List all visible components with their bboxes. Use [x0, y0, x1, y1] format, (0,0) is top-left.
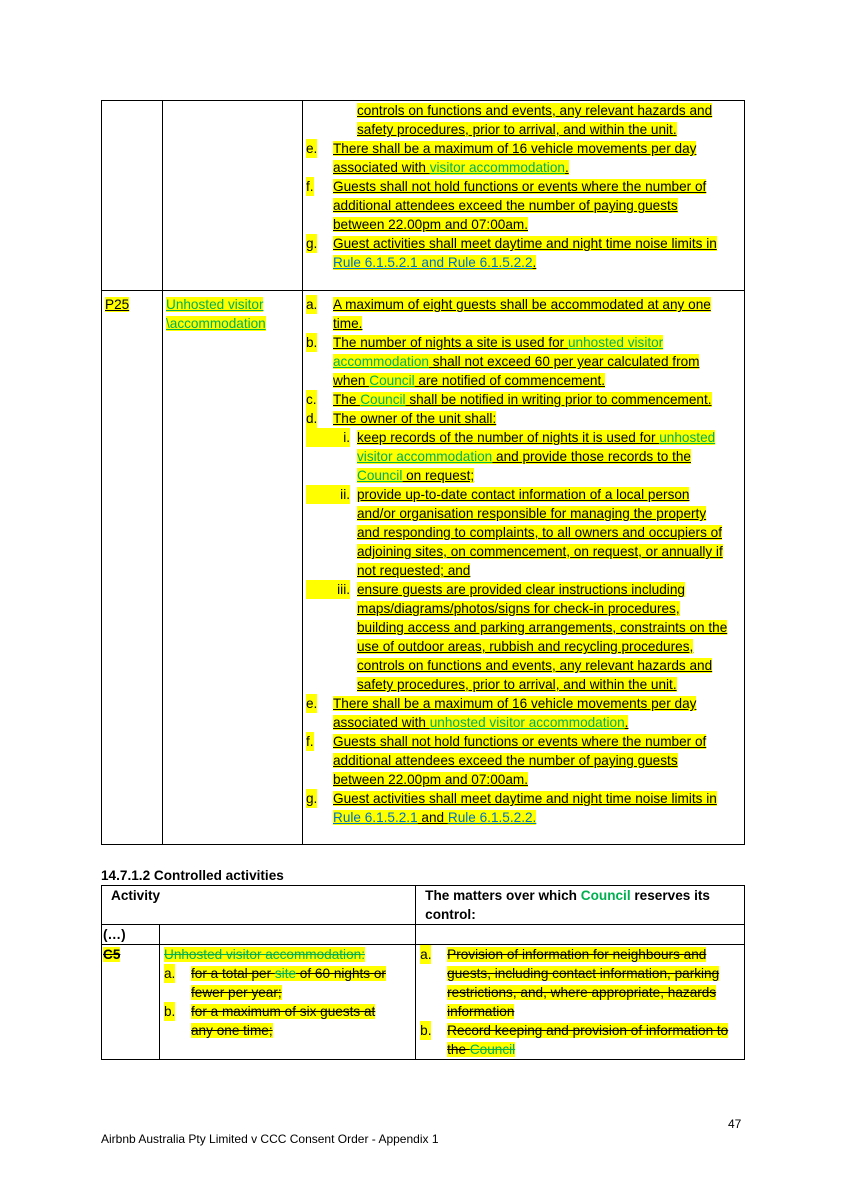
list-item-a: [420, 945, 740, 1021]
defined-term-link[interactable]: Council: [357, 468, 403, 483]
activity-code: C5: [103, 947, 121, 962]
defined-term-link[interactable]: Council: [580, 888, 631, 903]
standards-cell: [303, 291, 745, 845]
table-row-c5: [102, 945, 745, 1060]
text-line: on request;: [402, 468, 475, 483]
text-line: and: [417, 810, 448, 825]
defined-term-link[interactable]: unhosted visitor accommodation: [429, 715, 625, 730]
activity-code: P25: [105, 297, 130, 312]
text-line: shall not exceed 60 per year calculated from: [428, 354, 700, 369]
text-line: associated with: [333, 160, 430, 175]
text-line: information: [447, 1004, 515, 1019]
list-marker: e.: [306, 141, 318, 156]
defined-term-link[interactable]: site: [274, 966, 297, 981]
text-line: additional attendees exceed the number of paying guests: [333, 753, 678, 768]
page-footer: Airbnb Australia Pty Limited v CCC Consent Order - Appendix 1: [101, 1132, 439, 1146]
text-line: maps/diagrams/photos/signs for check-in procedures,: [357, 601, 680, 616]
list-item-d: [306, 409, 741, 428]
text-line: of 60 nights or: [296, 966, 386, 981]
defined-term-link[interactable]: unhosted: [659, 430, 716, 445]
list-marker: b.: [306, 335, 318, 350]
text-line: building access and parking arrangements, constraints on the: [357, 620, 728, 635]
text-line: and responding to complaints, to all owners and occupiers of: [357, 525, 722, 540]
text-line: any one time;: [191, 1023, 273, 1038]
text-line: keep records of the number of nights it is used for: [357, 430, 660, 445]
header-text: Activity: [111, 888, 161, 903]
text-line: additional attendees exceed the number of paying guests: [333, 198, 678, 213]
text-line: Guests shall not hold functions or events where the number of: [333, 734, 707, 749]
standards-cell-continued: [303, 101, 745, 291]
list-marker: ii.: [306, 485, 350, 504]
defined-term-link[interactable]: \accommodation: [166, 316, 266, 331]
list-item-ii: [306, 485, 741, 580]
text-line: The owner of the unit shall:: [333, 411, 497, 426]
text-line: the: [447, 1042, 470, 1057]
list-marker: c.: [306, 392, 317, 407]
activity-cell: [163, 291, 303, 845]
text-line: not requested; and: [357, 563, 471, 578]
text-line: controls on functions and events, any relevant hazards and: [357, 658, 713, 673]
ellipsis-cell: [102, 925, 160, 945]
section-heading: 14.7.1.2 Controlled activities: [101, 868, 284, 883]
list-marker: g.: [306, 791, 318, 806]
text-line: .: [624, 715, 629, 730]
empty-cell: [160, 925, 416, 945]
text-line: controls on functions and events, any relevant hazards and: [357, 103, 713, 118]
list-marker: d.: [306, 411, 318, 426]
header-text: reserves its: [630, 888, 710, 903]
table-header-row: [102, 886, 745, 925]
text-line: between 22.00pm and 07:00am.: [333, 217, 528, 232]
text-line: use of outdoor areas, rubbish and recycling procedures,: [357, 639, 694, 654]
text-line: associated with: [333, 715, 430, 730]
list-marker: b.: [164, 1004, 176, 1019]
defined-term-link[interactable]: unhosted visitor: [568, 335, 664, 350]
header-activity: [102, 886, 416, 925]
text-line: provide up-to-date contact information of a local person: [357, 487, 690, 502]
text-line: The: [333, 392, 361, 407]
list-marker: iii.: [306, 580, 350, 599]
code-cell-empty: [102, 101, 163, 291]
text-line: restrictions, and, where appropriate, hazards: [447, 985, 717, 1000]
table-row-p25: [102, 291, 745, 845]
defined-term-link[interactable]: visitor accommodation: [429, 160, 565, 175]
text-line: safety procedures, prior to arrival, and within the unit.: [357, 677, 677, 692]
list-item: [306, 120, 741, 139]
list-marker: a.: [164, 966, 176, 981]
list-item-b: [420, 1021, 740, 1059]
matters-cell: [416, 945, 745, 1060]
text-line: The number of nights a site is used for: [333, 335, 568, 350]
text-line: and/or organisation responsible for managing the property: [357, 506, 707, 521]
defined-term-link[interactable]: Unhosted visitor: [166, 297, 264, 312]
text-line: safety procedures, prior to arrival, and within the unit.: [357, 122, 677, 137]
text-line: Record keeping and provision of information to: [447, 1023, 729, 1038]
rule-link[interactable]: Rule 6.1.5.2.1: [333, 810, 418, 825]
text-line: There shall be a maximum of 16 vehicle movements per day: [333, 141, 697, 156]
text-line: Guests shall not hold functions or events where the number of: [333, 179, 707, 194]
rule-link[interactable]: Rule 6.1.5.2.2: [447, 810, 533, 825]
list-item-e: [306, 694, 741, 732]
ellipsis-text: (…): [103, 927, 126, 942]
list-marker: i.: [306, 428, 350, 447]
list-marker: f.: [306, 179, 314, 194]
list-item-i: [306, 428, 741, 485]
text-line: shall be notified in writing prior to commencement.: [405, 392, 712, 407]
defined-term-link[interactable]: Council: [369, 373, 415, 388]
code-cell: [102, 291, 163, 845]
list-item-b: [164, 1002, 411, 1040]
list-item-a: [306, 295, 741, 333]
list-item-iii: [306, 580, 741, 694]
defined-term-link[interactable]: Unhosted visitor accommodation:: [164, 947, 365, 962]
empty-cell: [416, 925, 745, 945]
permitted-activities-table: [101, 100, 745, 845]
text-line: for a total per: [191, 966, 275, 981]
text-line: A maximum of eight guests shall be accommodated at any one: [333, 297, 711, 312]
list-item-f: [306, 177, 741, 234]
text-line: time.: [333, 316, 363, 331]
text-line: adjoining sites, on commencement, on request, or annually if: [357, 544, 723, 559]
list-marker: b.: [420, 1023, 432, 1038]
list-marker: e.: [306, 696, 318, 711]
text-line: .: [532, 810, 537, 825]
list-marker: f.: [306, 734, 314, 749]
defined-term-link[interactable]: visitor accommodation: [357, 449, 493, 464]
header-text: The matters over which: [425, 888, 581, 903]
list-item-b: [306, 333, 741, 390]
text-line: when: [333, 373, 370, 388]
text-line: are notified of commencement.: [414, 373, 606, 388]
header-text: control:: [425, 907, 476, 922]
page-number: 47: [728, 1117, 742, 1131]
text-line: guests, including contact information, parking: [447, 966, 720, 981]
text-line: .: [564, 160, 569, 175]
list-item-g: [306, 234, 741, 272]
text-line: and provide those records to the: [492, 449, 691, 464]
text-line: fewer per year;: [191, 985, 282, 1000]
defined-term-link[interactable]: Council: [360, 392, 406, 407]
list-item-f: [306, 732, 741, 789]
list-item-c: [306, 390, 741, 409]
text-line: between 22.00pm and 07:00am.: [333, 772, 528, 787]
controlled-activities-table: [101, 885, 745, 1060]
text-line: .: [532, 255, 537, 270]
list-item: [306, 101, 741, 120]
list-marker: a.: [420, 947, 432, 962]
table-row-ellipsis: [102, 925, 745, 945]
list-item-g: [306, 789, 741, 827]
text-line: Guest activities shall meet daytime and night time noise limits in: [333, 791, 717, 806]
text-line: Provision of information for neighbours and: [447, 947, 707, 962]
text-line: There shall be a maximum of 16 vehicle movements per day: [333, 696, 697, 711]
defined-term-link[interactable]: accommodation: [333, 354, 429, 369]
list-marker: g.: [306, 236, 318, 251]
activity-cell: [160, 945, 416, 1060]
text-line: ensure guests are provided clear instructions including: [357, 582, 685, 597]
text-line: Guest activities shall meet daytime and night time noise limits in: [333, 236, 717, 251]
text-line: for a maximum of six guests at: [191, 1004, 376, 1019]
rule-link[interactable]: Rule 6.1.5.2.1 and Rule 6.1.5.2.2: [333, 255, 533, 270]
activity-cell-empty: [163, 101, 303, 291]
list-item-a: [164, 964, 411, 1002]
header-matters: [416, 886, 745, 925]
code-cell: [102, 945, 160, 1060]
table-row-continued: [102, 101, 745, 291]
list-marker: a.: [306, 297, 318, 312]
list-item-e: [306, 139, 741, 177]
defined-term-link[interactable]: Council: [469, 1042, 516, 1057]
